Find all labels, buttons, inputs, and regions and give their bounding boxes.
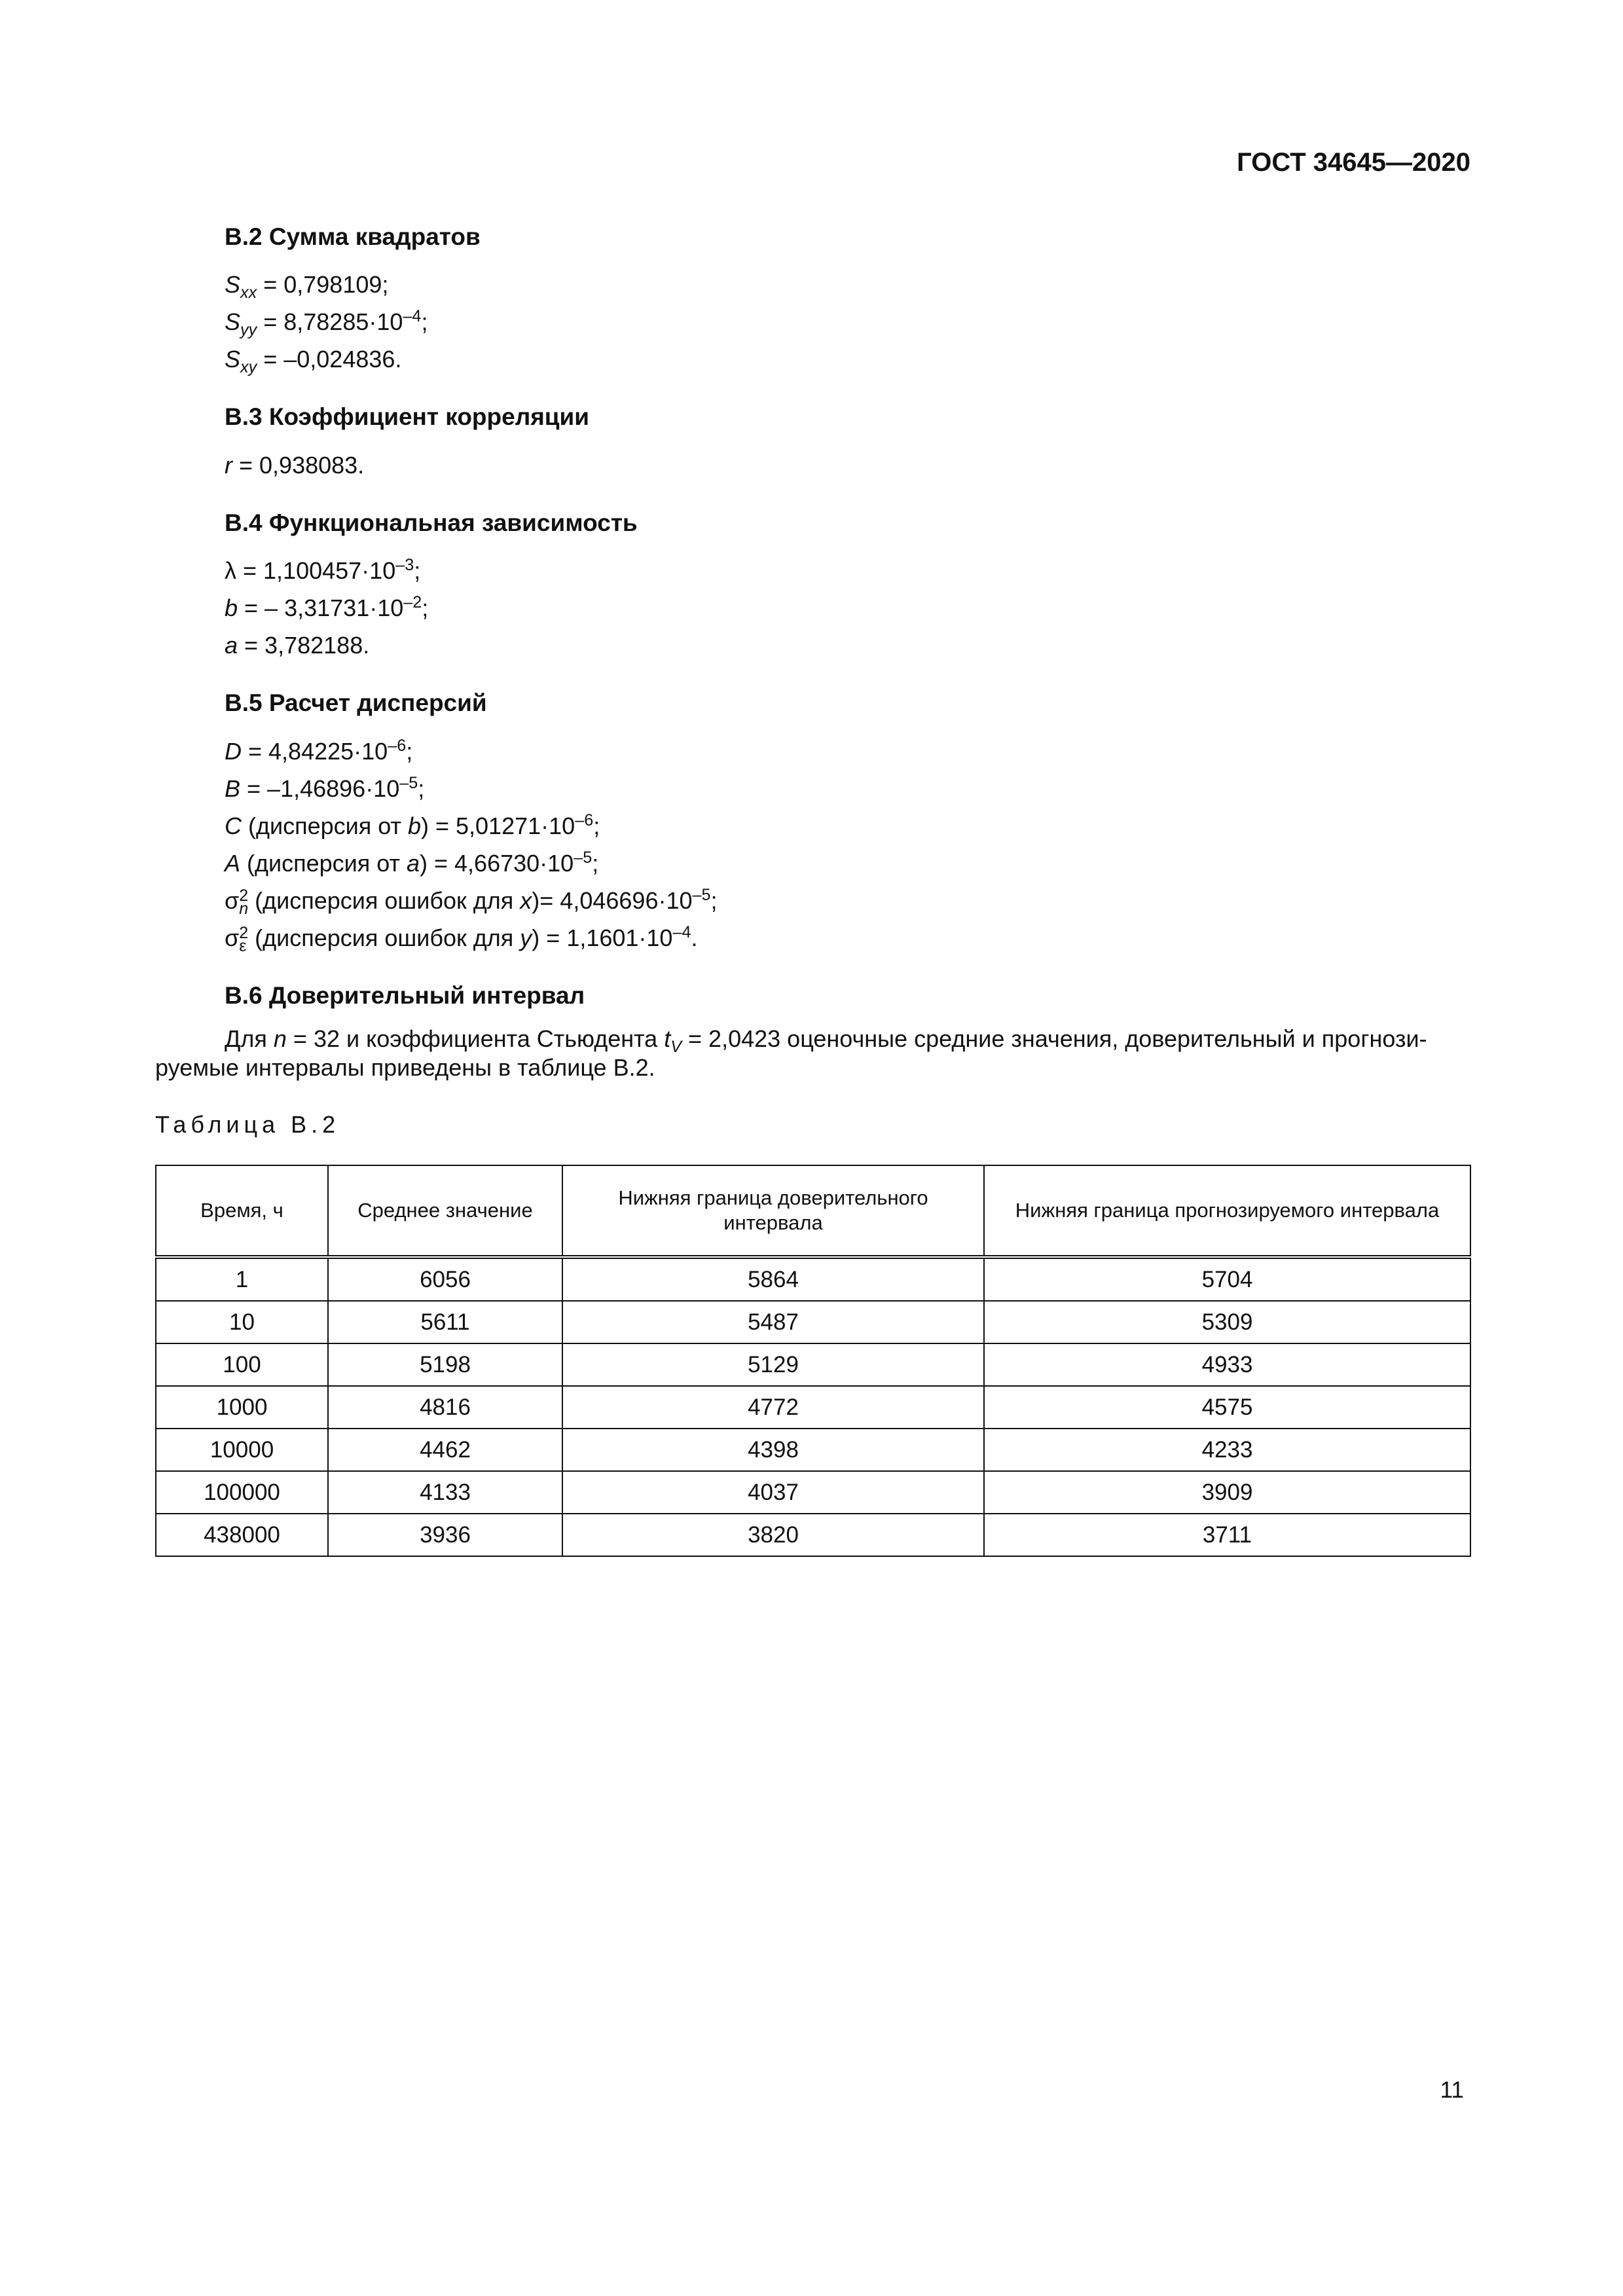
text: (дисперсия от — [242, 812, 408, 839]
table-row — [156, 1257, 1470, 1301]
header-cell: Нижняя граница прогнозируемого интервала — [984, 1165, 1470, 1257]
table-cell: 438000 — [156, 1514, 328, 1556]
paragraph-b6 — [155, 1025, 1469, 1082]
table-cell: 5704 — [984, 1257, 1470, 1301]
table-cell: 5487 — [562, 1301, 984, 1343]
subscript: n — [239, 900, 249, 919]
table-cell: 4575 — [984, 1386, 1470, 1429]
table-cell: 1 — [156, 1257, 328, 1301]
table-cell: 6056 — [328, 1257, 562, 1301]
exponent: –5 — [399, 773, 418, 792]
formula-sigma-e — [225, 919, 1468, 957]
variable: b — [407, 812, 421, 839]
table-cell: 10 — [156, 1301, 328, 1343]
value: ) = 4,66730·10 — [420, 849, 574, 877]
symbol: S — [225, 271, 241, 299]
table-cell: 4772 — [562, 1386, 984, 1429]
value: ) = 1,1601·10 — [532, 924, 673, 951]
subscript: yy — [240, 321, 257, 340]
table-label: Таблица В.2 — [155, 1111, 340, 1138]
table-cell: 5864 — [562, 1257, 984, 1301]
section-title: В.3 Коэффициент корреляции — [225, 403, 590, 431]
subscript: xy — [240, 358, 257, 377]
exponent: –6 — [575, 811, 594, 829]
punct: . — [691, 924, 698, 951]
header-cell: Нижняя граница доверительного интервала — [562, 1165, 984, 1257]
exponent: –3 — [395, 556, 414, 575]
formula-A — [225, 845, 1468, 882]
value: = 8,78285·10 — [257, 308, 403, 336]
punct: ; — [418, 774, 425, 802]
value: = 3,782188. — [238, 632, 370, 659]
subscript: ε — [239, 937, 247, 956]
formula-syy — [225, 303, 1468, 340]
table-cell: 4233 — [984, 1429, 1470, 1471]
formula-sxx — [225, 266, 1468, 303]
symbol: C — [225, 812, 242, 839]
subscript: V — [670, 1038, 682, 1057]
formula-C — [225, 807, 1468, 845]
table-cell: 4037 — [562, 1471, 984, 1514]
symbol: B — [225, 774, 241, 802]
symbol: λ — [225, 557, 236, 585]
symbol: r — [225, 451, 232, 479]
text: (дисперсия ошибок для — [248, 924, 520, 951]
exponent: –5 — [692, 885, 711, 904]
value: = 4,84225·10 — [242, 737, 388, 765]
symbol: A — [225, 849, 241, 877]
variable: n — [273, 1025, 287, 1052]
text: (дисперсия от — [240, 849, 407, 877]
text: Для — [225, 1025, 274, 1052]
formula-b — [225, 589, 1468, 627]
section-title: В.2 Сумма квадратов — [225, 223, 481, 250]
table-cell: 5198 — [328, 1343, 562, 1386]
table-cell: 5309 — [984, 1301, 1470, 1343]
section-title: В.4 Функциональная зависимость — [225, 509, 638, 536]
table-cell: 5129 — [562, 1343, 984, 1386]
table-cell: 5611 — [328, 1301, 562, 1343]
table-cell: 10000 — [156, 1429, 328, 1471]
main-content — [225, 223, 1468, 1025]
table-cell: 4133 — [328, 1471, 562, 1514]
variable: y — [520, 924, 532, 951]
value: = –0,024836. — [257, 346, 402, 373]
header-cell: Среднее значение — [328, 1165, 562, 1257]
symbol: S — [225, 346, 241, 373]
symbol: D — [225, 737, 242, 765]
table-cell: 4462 — [328, 1429, 562, 1471]
formula-B — [225, 770, 1468, 807]
table-cell: 1000 — [156, 1386, 328, 1429]
exponent: –6 — [388, 736, 407, 755]
punct: ; — [414, 557, 421, 585]
document-code: ГОСТ 34645—2020 — [1237, 148, 1470, 177]
value: = 1,100457·10 — [236, 557, 396, 585]
punct: ; — [422, 594, 429, 622]
formula-D — [225, 733, 1468, 770]
value: = –1,46896·10 — [240, 774, 400, 802]
value: ) = 5,01271·10 — [421, 812, 575, 839]
symbol: b — [225, 594, 238, 622]
punct: ; — [406, 737, 413, 765]
table-cell: 3936 — [328, 1514, 562, 1556]
subscript: xx — [240, 283, 257, 302]
symbol: σ — [225, 886, 240, 914]
variable: t — [664, 1025, 671, 1052]
value: = – 3,31731·10 — [238, 594, 404, 622]
table-row — [156, 1429, 1470, 1471]
exponent: –2 — [403, 593, 422, 612]
value: = 0,938083. — [232, 451, 365, 479]
value: = 0,798109; — [257, 271, 389, 299]
data-table — [155, 1165, 1471, 1557]
exponent: –4 — [672, 922, 691, 941]
table-row — [156, 1301, 1470, 1343]
value: )= 4,046696·10 — [532, 886, 693, 914]
section-title: В.5 Расчет дисперсий — [225, 689, 487, 717]
section-b5 — [225, 689, 1468, 956]
punct: ; — [710, 886, 718, 914]
formula-lambda — [225, 552, 1468, 589]
table-row — [156, 1343, 1470, 1386]
table-cell: 100000 — [156, 1471, 328, 1514]
exponent: –4 — [403, 307, 422, 326]
table-row — [156, 1514, 1470, 1556]
page-number: 11 — [1440, 2077, 1464, 2103]
section-title-b6: В.6 Доверительный интервал — [225, 981, 585, 1009]
punct: ; — [421, 308, 428, 336]
header-cell: Время, ч — [156, 1165, 328, 1257]
punct: ; — [593, 812, 600, 839]
table-cell: 4933 — [984, 1343, 1470, 1386]
symbol: a — [225, 632, 238, 659]
variable: a — [406, 849, 420, 877]
text: = 2,0423 оценочные средние значения, доверительный и прогнози-руемые интервалы приведены в таблице В.2. — [155, 1025, 1427, 1081]
superscript: 2 — [239, 886, 249, 905]
table-cell: 3820 — [562, 1514, 984, 1556]
formula-sigma-n — [225, 882, 1468, 919]
variable: x — [520, 886, 532, 914]
formula-sxy — [225, 340, 1468, 378]
table-row — [156, 1386, 1470, 1429]
symbol: σ — [225, 924, 240, 951]
symbol: S — [225, 308, 241, 336]
table-cell: 3711 — [984, 1514, 1470, 1556]
table-row — [156, 1471, 1470, 1514]
section-b3 — [225, 403, 1468, 483]
table-cell: 4816 — [328, 1386, 562, 1429]
table-header-row — [156, 1165, 1470, 1257]
table-cell: 3909 — [984, 1471, 1470, 1514]
superscript: 2 — [239, 924, 249, 943]
exponent: –5 — [574, 848, 593, 867]
formula-a — [225, 627, 1468, 664]
table-cell: 4398 — [562, 1429, 984, 1471]
punct: ; — [592, 849, 599, 877]
section-b2 — [225, 223, 1468, 378]
text: = 32 и коэффициента Стьюдента — [286, 1025, 665, 1052]
table-cell: 100 — [156, 1343, 328, 1386]
formula-r — [225, 446, 1468, 484]
section-b4 — [225, 509, 1468, 664]
text: (дисперсия ошибок для — [248, 886, 520, 914]
